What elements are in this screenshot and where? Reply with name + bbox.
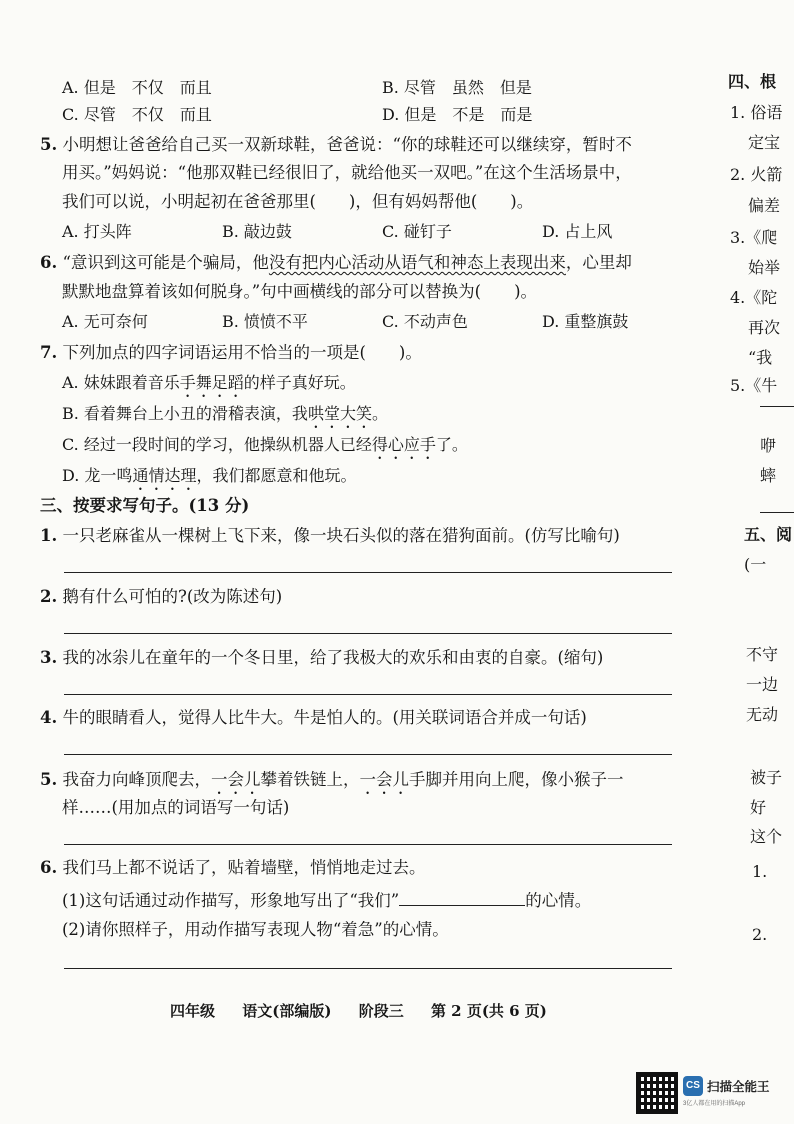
q5-option-d: D. 占上风 (542, 222, 613, 241)
right-col-line: 这个 (750, 827, 783, 846)
q4-option-c: C. 尽管 不仅 而且 (62, 105, 212, 124)
right-col-line: 3.《爬 (730, 228, 778, 247)
s3-q1-answer-line[interactable] (64, 572, 672, 573)
q6-underlined-phrase: 没有把内心活动从语气和神态上表现出来 (268, 253, 566, 272)
s3-q6: 6. 我们马上都不说话了，贴着墙壁，悄悄地走过去。 (40, 858, 426, 877)
qr-code-icon (636, 1072, 678, 1114)
s3-q6-answer-line[interactable] (64, 968, 672, 969)
footer-grade: 四年级 (170, 1002, 216, 1020)
right-col-rule (760, 406, 794, 407)
s3-q5-dotted-word-2: 一会儿 (359, 770, 409, 789)
right-col-line: 被子 (750, 768, 783, 787)
s3-q2-answer-line[interactable] (64, 633, 672, 634)
q5-line1 (40, 135, 632, 155)
q7-option-a: A. 妹妹跟着音乐手舞足蹈的样子真好玩。 (62, 373, 356, 392)
right-col-rule (760, 512, 794, 513)
q7-option-d: D. 龙一鸣通情达理，我们都愿意和他玩。 (62, 466, 357, 485)
right-col-line: “我 (748, 348, 773, 367)
section3-title: 三、按要求写句子。(13 分) (40, 496, 250, 515)
q7-c-dotted-idiom: 得心应手 (371, 435, 436, 454)
footer-subject: 语文(部编版) (242, 1002, 332, 1020)
right-col-line: 四、根 (728, 72, 777, 91)
right-col-line: 始举 (748, 258, 781, 277)
s3-q2: 2. 鹅有什么可怕的?(改为陈述句) (40, 587, 283, 606)
right-col-line: 2. (752, 925, 768, 944)
q6-text-pre: “意识到这可能是个骗局，他 (62, 253, 269, 272)
right-col-line: 再次 (748, 318, 781, 337)
q5-text-line3: 我们可以说，小明起初在爸爸那里( )，但有妈妈帮他( )。 (62, 192, 534, 211)
s3-q4-answer-line[interactable] (64, 754, 672, 755)
q4-option-d: D. 但是 不是 而是 (382, 105, 533, 124)
right-col-line: 1. 俗语 (730, 103, 783, 122)
q6-option-a: A. 无可奈何 (62, 312, 148, 331)
q6-number: 6. (40, 253, 58, 272)
s3-q5-answer-line[interactable] (64, 844, 672, 845)
footer-page: 第 2 页(共 6 页) (430, 1002, 547, 1020)
s3-q3: 3. 我的冰尜儿在童年的一个冬日里，给了我极大的欢乐和由衷的自豪。(缩句) (40, 648, 604, 667)
right-col-line: 4.《陀 (730, 288, 778, 307)
right-col-line: 定宝 (748, 133, 781, 152)
s3-q3-answer-line[interactable] (64, 694, 672, 695)
right-col-line: 蟀 (760, 466, 777, 485)
right-col-line: (一 (744, 555, 767, 574)
q5-text-line2: 用买。”妈妈说：“他那双鞋已经很旧了，就给他买一双吧。”在这个生活场景中， (62, 163, 632, 182)
s3-q5-dotted-word-1: 一会儿 (210, 770, 261, 789)
footer-stage: 阶段三 (358, 1002, 404, 1020)
q6-line1 (40, 253, 632, 273)
q4-option-a: A. 但是 不仅 而且 (62, 78, 212, 97)
s3-q6-sub2: (2)请你照样子，用动作描写表现人物“着急”的心情。 (62, 920, 449, 939)
right-col-line: 偏差 (748, 196, 781, 215)
q7-a-dotted-idiom: 手舞足蹈 (179, 373, 244, 392)
right-col-line: 5.《牛 (730, 376, 778, 395)
q5-option-c: C. 碰钉子 (382, 222, 452, 241)
q6-option-d: D. 重整旗鼓 (542, 312, 629, 331)
right-col-line: 好 (750, 798, 767, 817)
right-col-line: 2. 火箭 (730, 165, 783, 184)
s3-q5-line1: 5. 我奋力向峰顶爬去，一会儿攀着铁链上，一会儿手脚并用向上爬，像小猴子一 (40, 770, 624, 789)
q7-stem (40, 343, 422, 363)
s3-q4: 4. 牛的眼睛看人，觉得人比牛大。牛是怕人的。(用关联词语合并成一句话) (40, 708, 587, 727)
q7-option-c: C. 经过一段时间的学习，他操纵机器人已经得心应手了。 (62, 435, 468, 454)
q6-option-c: C. 不动声色 (382, 312, 468, 331)
q7-b-dotted-idiom: 哄堂大笑 (307, 404, 372, 423)
right-col-line: 一边 (746, 675, 779, 694)
right-col-line: 不守 (746, 645, 779, 664)
s3-q6-sub1: (1)这句话通过动作描写，形象地写出了“我们” 的心情。 (62, 891, 592, 910)
q7-option-b: B. 看着舞台上小丑的滑稽表演，我哄堂大笑。 (62, 404, 388, 423)
q7-stem-text: 下列加点的四字词语运用不恰当的一项是( )。 (62, 343, 422, 362)
s3-q5-line2: 样……(用加点的词语写一句话) (62, 798, 290, 817)
q5-number: 5. (40, 135, 58, 154)
right-col-line: 咿 (760, 436, 777, 455)
q6-option-b: B. 愤愤不平 (222, 312, 308, 331)
scanner-title: 扫描全能王 (707, 1080, 770, 1094)
q5-text-line1: 小明想让爸爸给自己买一双新球鞋，爸爸说：“你的球鞋还可以继续穿，暂时不 (62, 135, 632, 154)
q6-text-post: ，心里却 (565, 253, 632, 272)
q4-option-b: B. 尽管 虽然 但是 (382, 78, 532, 97)
camscanner-logo-icon: CS (683, 1076, 703, 1096)
right-col-line: 无动 (746, 705, 779, 724)
q5-option-a: A. 打头阵 (62, 222, 132, 241)
page-footer (170, 1000, 569, 1021)
right-col-line: 1. (752, 862, 768, 881)
q7-number: 7. (40, 343, 58, 362)
q7-d-dotted-idiom: 通情达理 (132, 466, 197, 485)
s3-q6-sub1-blank[interactable] (399, 889, 525, 906)
s3-q1: 1. 一只老麻雀从一棵树上飞下来，像一块石头似的落在猎狗面前。(仿写比喻句) (40, 526, 620, 545)
q5-option-b: B. 敲边鼓 (222, 222, 292, 241)
q6-text-line2: 默默地盘算着该如何脱身。”句中画横线的部分可以替换为( )。 (62, 282, 538, 301)
right-col-line: 五、阅 (744, 525, 793, 544)
scanner-subtitle: 3亿人都在用的扫描App (683, 1101, 746, 1107)
